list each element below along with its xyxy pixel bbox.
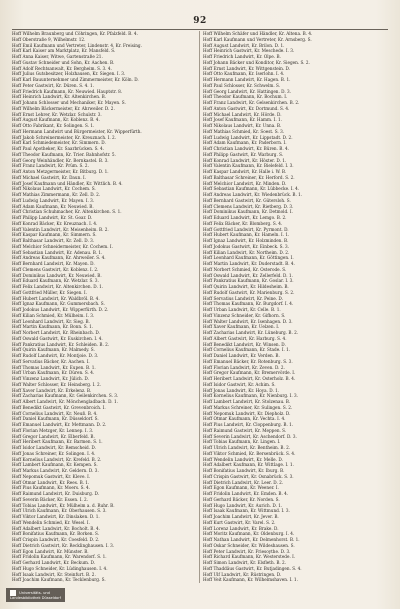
directory-entry: Hoff Otmar Landwirt, Kr. Rees. B. 1. bbox=[12, 479, 90, 485]
directory-entry: Hoff Pankratius Kaufmann, Kr. Goslar. I. 3. bbox=[203, 278, 294, 284]
directory-entry: Hoff Pankratius Landwirt, Kr. Schleiden. B. 2. bbox=[12, 341, 110, 347]
directory-entry: Hoff Theodor Kaufmann, Kr. Trier. Bahnhofstr. 5. bbox=[12, 151, 116, 157]
directory-entry: Hoff Adalbert Kaufmann, Kr. Wittlage. I. 1. bbox=[203, 462, 294, 468]
directory-entry: Hoff Zacharias Kaufmann, Kr. Geilenkirchen. S. 3. bbox=[12, 393, 119, 399]
directory-entry: Hoff Ulrich Landwirt, Kr. Bentheim. B. 2. bbox=[203, 445, 291, 450]
header-rule bbox=[12, 29, 388, 30]
directory-entry: Hoff Konrad Bäcker, Kr. Kreuznach. I. 4. bbox=[12, 220, 98, 226]
directory-entry: Hoff Dominikus Landwirt, Kr. Neuwied. B. bbox=[12, 272, 102, 278]
directory-entry: Hoff Pius Landwirt, Kr. Cloppenburg. B. 1. bbox=[203, 422, 294, 427]
directory-entry: Hoff Oskar Schneider, Kr. Wildeshausen. S. bbox=[203, 542, 295, 548]
directory-entry: Hoff Philipp Landwirt, Kr. St. Goar. D. bbox=[12, 215, 93, 220]
directory-entry: Hoff Leonhard Landwirt, Kr. Sieg. B. bbox=[12, 318, 90, 324]
directory-entry: Hoff Raimund Landwirt, Kr. Duisburg. D. bbox=[12, 491, 100, 496]
directory-entry: Hoff Kaspar Landwirt, Kr. Halle i. W. B. bbox=[203, 169, 287, 174]
directory-entry: Hoff Simon Landwirt, Kr. Elsfleth. B. 2. bbox=[203, 560, 287, 565]
directory-entry: Hoff Tobias Kaufmann, Kr. Lingen. I. bbox=[203, 439, 281, 445]
directory-entry: Hoff Servatius Landwirt, Kr. Peine. D. bbox=[203, 295, 283, 301]
directory-entry: Hoff Valentin Kaufmann, Kr. Bielefeld. I. 3. bbox=[203, 163, 294, 169]
stamp-line-2: Landesbibliothek Düsseldorf bbox=[10, 596, 61, 600]
directory-entry: Hoff Mathias Zimmermann, Kr. Zell. D. 2. bbox=[12, 192, 101, 197]
directory-entry: Hoff Christian Landwirt, Kr. Büren. B. 4. bbox=[203, 146, 290, 151]
directory-entry: Hoff Viktor Schmied, Kr. Bersenbrück. S. 4. bbox=[203, 450, 296, 456]
directory-entry: Hoff Hermann Landwirt, Kr. Hagen. B. 1. bbox=[203, 77, 291, 82]
directory-entry: Hoff Karl Kaufmann und Vertreter, Kr. Arnsberg. S. bbox=[203, 36, 312, 42]
directory-entry: Hoff Georg Landwirt, Kr. Hattingen. D. 3. bbox=[203, 88, 292, 94]
directory-entry: Hoff Norbert Schmied, Kr. Osterode. S. bbox=[203, 266, 287, 272]
directory-entry: Hoff Nikolaus Landwirt, Kr. Cochem. S. bbox=[12, 186, 96, 192]
directory-entry: Hoff Adam Kaufmann, Kr. Paderborn. I. bbox=[203, 140, 287, 146]
directory-entry: Hoff Quirin Landwirt, Kr. Hildesheim. B. bbox=[203, 284, 289, 289]
directory-entry: Hoff Karl Schmiedemeister, Kr. Simmern. D. bbox=[12, 140, 106, 146]
directory-entry: Hoff Urban Landwirt, Kr. Celle. B. 1. bbox=[203, 307, 281, 312]
directory-entry: Hoff Adolf Rechtsanwalt, Kr. Bergheim. S. 3. 4. bbox=[12, 65, 112, 71]
directory-entry: Hoff Oswald Landwirt, Kr. Zellerfeld. D. 1. bbox=[203, 272, 293, 278]
directory-entry: Hoff Mathias Schmied, Kr. Soest. S. 3. bbox=[203, 128, 285, 134]
directory-entry: Hoff Kilian Landwirt, Kr. Northeim. D. 2. bbox=[203, 249, 290, 255]
directory-entry: Hoff Ludwig Landwirt, Kr. Lippstadt. D. 2. bbox=[203, 134, 293, 140]
directory-entry: Hoff Walter Landwirt, Kr. Isenhagen. D. 3. bbox=[203, 318, 293, 324]
directory-entry: Hoff Zacharias Landwirt, Kr. Lüneburg. B. 2. bbox=[203, 330, 299, 335]
library-stamp bbox=[6, 588, 65, 602]
directory-entry: Hoff Thomas Landwirt, Kr. Eupen. B. 1. bbox=[12, 364, 96, 370]
directory-entry: Hoff Wilhelm Bäckermeister, Kr. Ahrweiler. D. 2. bbox=[12, 105, 115, 111]
directory-entry: Hoff Urban Kaufmann, Kr. Düren. S. 4. bbox=[12, 370, 95, 376]
directory-entry: Hoff Bonifatius Kaufmann, Kr. Borken. S. bbox=[12, 531, 100, 537]
directory-entry: Hoff Philipp Gastwirt, Kr. Warburg. S. bbox=[203, 151, 284, 157]
directory-entry: Hoff Florian Landwirt, Kr. Zeven. D. 2. bbox=[203, 364, 285, 370]
directory-entry: Hoff Melchior Schneidermeister, Kr. Cochem. I. bbox=[12, 243, 113, 249]
directory-entry: Hoff Anton Gastwirt, Kr. Dortmund. S. 4. bbox=[203, 105, 290, 111]
directory-entry: Hoff Emanuel Bäcker, Kr. Rotenburg. S. 3. bbox=[203, 358, 293, 364]
directory-entry: Hoff Albert Gastwirt, Kr. Harburg. S. 4. bbox=[203, 335, 287, 341]
directory-entry: Hoff Severin Bäcker, Kr. Essen. I. 2. bbox=[12, 496, 89, 502]
directory-entry: Hoff Emil Kaufmann und Vertreter, Lindenstr. 4, Kr. Freising. bbox=[12, 42, 142, 48]
directory-entry: Hoff Lorenz Landwirt, Kr. Brake. D. bbox=[203, 525, 279, 531]
directory-entry: Hoff Kaspar Kaufmann, Kr. Simmern. S. bbox=[12, 232, 97, 238]
directory-entry: Hoff Tobias Landwirt, Kr. Mülheim a. d. Ruhr. B. bbox=[12, 502, 115, 508]
directory-entry: Hoff Johann Bäcker und Konditor, Kr. Siegen. S. 2. bbox=[203, 59, 310, 65]
directory-entry: Hoff Thaddäus Gastwirt, Kr. Butjadingen. S. 4. bbox=[203, 565, 302, 571]
directory-entry: Hoff Josef Kaufmann, Kr. Hamm. I. 1. bbox=[203, 117, 282, 123]
directory-entry: Hoff Martin Kaufmann, Kr. Bonn. S. 1. bbox=[12, 324, 94, 330]
directory-entry: Hoff Rudolf Landwirt, Kr. Montjoie. D. 3. bbox=[12, 353, 99, 358]
stamp-line-1: Universitäts- und bbox=[19, 591, 50, 595]
directory-entry: Hoff Heinrich Landwirt, Kr. Altenkirchen. B. bbox=[12, 94, 107, 100]
directory-entry: Hoff Johann Schlosser und Mechaniker, Kr. Mayen. S. bbox=[12, 100, 126, 105]
directory-entry: Hoff Richard Kaufmann, Kr. Westerstede. I. bbox=[203, 554, 296, 560]
directory-entry: Hoff Gottfried Müller, Kr. Siegen. I. bbox=[12, 289, 87, 295]
directory-entry: Hoff Hermann Landwirt und Bürgermeister, Kr. Wipperfürth. bbox=[12, 128, 142, 134]
directory-entry: Hoff Albert Landwirt, Kr. Mönchengladbach. D. 1. bbox=[12, 399, 118, 404]
directory-entry: Hoff Crispin Gastwirt, Kr. Osnabrück. S. 3. bbox=[203, 473, 294, 479]
directory-entry: Hoff Veit Kaufmann, Kr. Wilhelmshaven. I. 1. bbox=[203, 577, 298, 583]
directory-entry: Hoff Benedikt Gastwirt, Kr. Grevenbroich. I. bbox=[12, 404, 106, 410]
directory-entry: Hoff Felix Bäcker, Kr. Blomberg. S. 4. bbox=[203, 220, 283, 226]
directory-entry: Hoff Clemens Landwirt, Kr. Rietberg. D. 3. bbox=[203, 203, 294, 209]
directory-entry: Hoff Quirin Kaufmann, Kr. Malmedy. S. bbox=[12, 347, 95, 353]
directory-entry: Hoff Isidor Landwirt, Kr. Remscheid. D. bbox=[12, 445, 96, 450]
directory-entry: Hoff Cornelius Landwirt, Kr. Neuß. B. 4. bbox=[12, 410, 98, 416]
directory-entry: Hoff Eduard Landwirt, Kr. Lemgo. B. 2. bbox=[203, 215, 287, 220]
directory-entry: Hoff Rudolf Gastwirt, Kr. Marienburg. S. 2. bbox=[203, 289, 295, 295]
directory-entry: Hoff Heinrich Gastwirt, Kr. Meschede. I. 3. bbox=[203, 48, 295, 54]
directory-entry: Hoff Ernst Landwirt, Kr. Wittgenstein. D. bbox=[203, 65, 290, 71]
directory-entry: Hoff Heribert Kaufmann, Kr. Barmen. S. 1. bbox=[12, 439, 103, 445]
directory-entry: Hoff Theodor Kaufmann, Kr. Bochum. I. bbox=[203, 94, 288, 100]
directory-entry: Hoff Andreas Landwirt, Kr. Wiedenbrück. B. 1. bbox=[203, 192, 303, 197]
directory-entry: Hoff Adalbert Landwirt, Kr. Bocholt. B. 4. bbox=[12, 525, 101, 531]
directory-entry: Hoff Ignaz Kaufmann, Kr. Gummersbach. S. bbox=[12, 301, 105, 307]
directory-entry: Hoff Markus Landwirt, Kr. Geldern. D. 3. bbox=[12, 468, 99, 473]
directory-entry: Hoff Karl Bauunternehmer und Zimmermeister, Kr. Köln. D. bbox=[12, 77, 139, 82]
directory-entry: Hoff Nepomuk Gastwirt, Kr. Kleve. I. bbox=[12, 473, 91, 479]
directory-entry: Hoff Kornelius Kaufmann, Kr. Nienburg. I. 3. bbox=[203, 393, 298, 399]
directory-entry: Hoff Florian Metzger, Kr. Lennep. I. 3. bbox=[12, 427, 94, 433]
directory-entry: Hoff Bonifatius Landwirt, Kr. Iburg. B. bbox=[203, 468, 285, 473]
directory-entry: Hoff Wendelin Landwirt, Kr. Melle. D. bbox=[203, 456, 283, 462]
directory-entry: Hoff Michael Gastwirt, Kr. Daun. I. bbox=[12, 174, 86, 180]
directory-entry: Hoff Heribert Landwirt, Kr. Osterholz. B. 4. bbox=[203, 376, 296, 381]
directory-entry: Hoff Peter Gastwirt, Kr. Düren. S. 4. 1. bbox=[12, 82, 94, 88]
directory-entry: Hoff Otmar Kaufmann, Kr. Vechta. I. 4. bbox=[203, 416, 286, 422]
directory-entry: Hoff Vinzenz Landwirt, Kr. Jülich. D. bbox=[12, 376, 89, 381]
directory-entry: Hoff Georg Weinhändler, Kr. Bernkastel. B. 3. bbox=[12, 157, 109, 163]
directory-entry: Hoff Egon Kaufmann, Kr. Weener. I. bbox=[203, 485, 279, 491]
directory-entry: Hoff Michael Landwirt, Kr. Hörde. D. bbox=[203, 111, 282, 117]
directory-entry: Hoff Ernst Lehrer, Kr. Wetzlar. Schulstr. 3. bbox=[12, 111, 102, 117]
directory-entry: Hoff Cornelius Kaufmann, Kr. Stade. I. 1. bbox=[203, 347, 291, 353]
directory-entry: Hoff Fridolin Landwirt, Kr. Emden. B. 4. bbox=[203, 491, 289, 496]
directory-entry: Hoff Peter Landwirt, Kr. Friesoythe. D. 3. bbox=[203, 548, 291, 554]
directory-entry: Hoff Andreas Kaufmann, Kr. Ahrweiler. S. 4. bbox=[12, 255, 106, 261]
directory-entry: Hoff Christian Schuhmacher, Kr. Altenkirchen. S. 1. bbox=[12, 209, 122, 215]
directory-entry: Hoff Kurt Gastwirt, Kr. Varel. S. 2. bbox=[203, 519, 276, 525]
directory-entry: Hoff Gottfried Landwirt, Kr. Pyrmont. D. bbox=[203, 226, 289, 232]
directory-entry: Hoff Eduard Kaufmann, Kr. Wetzlar. S. 3. bbox=[12, 278, 99, 284]
directory-entry: Hoff Jodokus Gastwirt, Kr. Einbeck. S. 3. bbox=[203, 243, 290, 249]
directory-entry: Hoff Karl Kaiser am Marktplatz, Kr. Mansfeld. S. bbox=[12, 48, 116, 54]
directory-entry: Hoff Ulrich Kaufmann, Kr. Oberhausen. S. 3. bbox=[12, 508, 107, 514]
directory-entry: Hoff Raimund Gastwirt, Kr. Meppen. S. bbox=[203, 427, 287, 433]
directory-entry: Hoff Jodokus Landwirt, Kr. Wipperfürth. D. 2. bbox=[12, 307, 109, 312]
directory-entry: Hoff Sebastian Kaufmann, Kr. Lübbecke. I. 4. bbox=[203, 186, 300, 192]
directory-entry: Hoff Anna Kaiser, Witwe, Gartenstraße 21. bbox=[12, 54, 103, 59]
directory-entry: Hoff Nikolaus Landwirt, Kr. Unna. B. bbox=[203, 123, 282, 128]
directory-entry: Hoff Daniel Landwirt, Kr. Verden. B. bbox=[203, 353, 280, 358]
directory-entry: Hoff Servatius Bäcker, Kr. Aachen. I. bbox=[12, 358, 90, 364]
directory-entry: Hoff August Kaufmann, Kr. Koblenz. B. 4. bbox=[12, 117, 100, 123]
directory-entry: Hoff Isidor Gastwirt, Kr. Achim. S. bbox=[203, 381, 276, 387]
directory-entry: Hoff August Landwirt, Kr. Brilon. D. 1. bbox=[203, 42, 285, 48]
directory-entry: Hoff Felix Landwirt, Kr. Altenkirchen. D. 1. bbox=[12, 284, 104, 289]
directory-entry: Hoff Bernhard Gastwirt, Kr. Gütersloh. S. bbox=[203, 197, 291, 203]
directory-entry: Hoff Crispin Landwirt, Kr. Coesfeld. D. 2. bbox=[12, 537, 100, 542]
directory-entry: Hoff Wilhelm Schäfer und Händler, Kr. Altena. B. 4. bbox=[203, 31, 313, 36]
directory-entry: Hoff Paul Schlosser, Kr. Schwelm. S. bbox=[203, 82, 281, 88]
directory-entry: Hoff Gregor Kaufmann, Kr. Bremervörde. I. bbox=[203, 370, 296, 376]
directory-entry: Hoff Valentin Landwirt, Kr. Meisenheim. B. 2. bbox=[12, 226, 109, 232]
directory-entry: Hoff Martin Landwirt, Kr. Duderstadt. B. 4. bbox=[203, 261, 295, 266]
right-column bbox=[203, 31, 389, 589]
directory-entry: Hoff Ignaz Landwirt, Kr. Holzminden. B. bbox=[203, 238, 289, 243]
directory-entry: Hoff Benedikt Landwirt, Kr. Winsen. D. bbox=[203, 341, 286, 347]
directory-entry: Hoff Nathan Landwirt, Kr. Delmenhorst. B. 1. bbox=[203, 537, 300, 542]
directory-entry: Hoff Gregor Landwirt, Kr. Elberfeld. B. bbox=[12, 433, 95, 439]
directory-entry: Hoff Egon Landwirt, Kr. Münster. B. bbox=[12, 548, 89, 554]
directory-entry: Hoff Viktor Landwirt, Kr. Dinslaken. D. 1. bbox=[12, 514, 100, 519]
directory-entry: Hoff Sebastian Landwirt, Kr. Adenau. B. 1. bbox=[12, 249, 103, 255]
directory-entry: Hoff Oswald Gastwirt, Kr. Euskirchen. I. 4. bbox=[12, 335, 103, 341]
directory-entry: Hoff Otto Fabrikant, Kr. Solingen. S. 1. bbox=[12, 123, 95, 128]
directory-entry: Hoff Gerhard Bäcker, Kr. Norden. S. bbox=[203, 496, 280, 502]
directory-entry: Hoff Friedrich Landwirt, Kr. Olpe. B. bbox=[203, 54, 281, 59]
directory-entry: Hoff Lambert Kaufmann, Kr. Kempen. S. bbox=[12, 462, 98, 468]
left-column bbox=[12, 31, 198, 589]
directory-entry: Hoff Gustav Schneider und Sohn, Kr. Aachen. B. bbox=[12, 59, 115, 65]
directory-entry: Hoff Franz Landwirt, Kr. Gelsenkirchen. B. 2. bbox=[203, 100, 300, 105]
directory-entry: Hoff Clemens Gastwirt, Kr. Koblenz. I. 2. bbox=[12, 266, 99, 272]
directory-entry: Hoff Pius Kaufmann, Kr. Moers. S. 4. bbox=[12, 485, 91, 491]
directory-entry: Hoff Balthasar Landwirt, Kr. Zell. D. 3. bbox=[12, 238, 95, 243]
directory-entry: Hoff Nepomuk Landwirt, Kr. Diepholz. D. bbox=[203, 410, 291, 416]
directory-entry: Hoff Daniel Kaufmann, Kr. Düsseldorf. S. bbox=[12, 416, 99, 422]
directory-entry: Hoff Paul Apotheker, Kr. Saarbrücken. S. 4. bbox=[12, 146, 104, 151]
directory-entry: Hoff Markus Schreiner, Kr. Sulingen. S. 2. bbox=[203, 404, 293, 410]
directory-entry: Hoff Hugo Schneider, Kr. Lüdinghausen. I. 4. bbox=[12, 565, 108, 571]
directory-entry: Hoff Otto Kaufmann, Kr. Iserlohn. I. 4. bbox=[203, 71, 285, 77]
directory-entry: Hoff Xaver Landwirt, Kr. Erkelenz. B. bbox=[12, 387, 92, 393]
directory-entry: Hoff Emanuel Landwirt, Kr. Mettmann. D. 2. bbox=[12, 422, 107, 427]
directory-entry: Hoff Balthasar Schreiner, Kr. Herford. S. 2. bbox=[203, 174, 295, 180]
directory-entry: Hoff Joachim Landwirt, Kr. Jever. B. bbox=[203, 514, 279, 519]
directory-entry: Hoff Norbert Landwirt, Kr. Rheinbach. D. bbox=[12, 330, 100, 335]
directory-entry: Hoff Vinzenz Schneider, Kr. Gifhorn. S. bbox=[203, 312, 286, 318]
directory-entry: Hoff Hugo Landwirt, Kr. Aurich. D. 1. bbox=[203, 502, 283, 508]
directory-entry: Hoff Hubert Kaufmann, Kr. Hameln. I. 1. bbox=[203, 232, 290, 238]
directory-entry: Hoff Kilian Schmied, Kr. Mülheim. I. 3. bbox=[12, 312, 95, 318]
directory-entry: Hoff Walter Schlosser, Kr. Heinsberg. I. 2. bbox=[12, 381, 101, 387]
directory-entry: Hoff Ludwig Landwirt, Kr. Mayen. I. 3. bbox=[12, 197, 95, 203]
directory-entry: Hoff Wilhelm Braunberg und Cöhringen, Kr. Pfalzfeld. B. 4. bbox=[12, 31, 138, 36]
directory-entry: Hoff Adam Kaufmann, Kr. Neuwied. B. bbox=[12, 203, 94, 209]
directory-entry: Hoff Lambert Landwirt, Kr. Stolzenau. B. bbox=[203, 399, 291, 404]
directory-entry: Hoff Oberstraße 9, Wilhelmstr. 12. bbox=[12, 36, 86, 42]
directory-entry: Hoff Jonas Schreiner, Kr. Solingen. I. 4. bbox=[12, 450, 96, 456]
directory-entry: Hoff Anton Metzgermeister, Kr. Bitburg. D. 1. bbox=[12, 169, 109, 174]
directory-entry: Hoff Kornelius Landwirt, Kr. Krefeld. B. 2. bbox=[12, 456, 102, 462]
directory-entry: Hoff Ulf Landwirt, Kr. Rüstringen. D. bbox=[203, 571, 282, 577]
directory-entry: Hoff Xaver Kaufmann, Kr. Uelzen. I. bbox=[203, 324, 280, 330]
directory-entry: Hoff Severin Landwirt, Kr. Aschendorf. D. 3. bbox=[203, 433, 297, 439]
directory-entry: Hoff Julius Gutsbesitzer, Holzhausen, Kr. Siegen. I. 3. bbox=[12, 71, 126, 77]
directory-entry: Hoff Dietrich Landwirt, Kr. Leer. D. 2. bbox=[203, 479, 284, 485]
directory-entry: Hoff Joachim Kaufmann, Kr. Tecklenburg. S. bbox=[12, 577, 106, 583]
directory-entry: Hoff Isaak Landwirt, Kr. Steinfurt. B. 2. bbox=[12, 571, 96, 577]
column-divider bbox=[199, 31, 200, 583]
page-number: 92 bbox=[193, 16, 207, 26]
directory-entry: Hoff Dietrich Gastwirt, Kr. Recklinghausen. I. 3. bbox=[12, 542, 115, 548]
directory-entry: Hoff Isaak Kaufmann, Kr. Wittmund. I. 3. bbox=[203, 508, 290, 514]
directory-entry: Hoff Hubert Landwirt, Kr. Waldbröl. B. 4. bbox=[12, 295, 100, 301]
directory-entry: Hoff Melchior Landwirt, Kr. Minden. D. bbox=[203, 180, 287, 186]
directory-entry: Hoff Josef Kaufmann und Händler, Kr. Wittlich. B. 4. bbox=[12, 180, 123, 186]
directory-entry: Hoff Gerhard Landwirt, Kr. Beckum. D. bbox=[12, 560, 96, 565]
directory-entry: Hoff Fridolin Kaufmann, Kr. Warendorf. S. 1. bbox=[12, 554, 107, 560]
directory-entry: Hoff Bernhard Landwirt, Kr. Mayen. D. bbox=[12, 261, 95, 266]
directory-entry: Hoff Franz Landwirt, Kr. Prüm. S. 2. bbox=[12, 163, 89, 169]
directory-entry: Hoff Thomas Kaufmann, Kr. Burgdorf. I. 4. bbox=[203, 301, 294, 307]
directory-entry: Hoff Konrad Landwirt, Kr. Höxter. D. 1. bbox=[203, 157, 287, 163]
directory-entry: Hoff Wendelin Schmied, Kr. Wesel. I. bbox=[12, 519, 90, 525]
directory-entry: Hoff Friedrich Kaufmann, Kr. Neuwied. Hauptstr. 8. bbox=[12, 88, 123, 94]
directory-entry: Hoff Moritz Kaufmann, Kr. Oldenburg. I. 4. bbox=[203, 531, 295, 537]
directory-entry: Hoff Dominikus Kaufmann, Kr. Detmold. I. bbox=[203, 209, 293, 215]
directory-entry: Hoff Jonas Landwirt, Kr. Hoya. D. 1. bbox=[203, 387, 280, 393]
directory-entry: Hoff Jakob Schreinermeister, Kr. Kreuznach. I. 2. bbox=[12, 134, 116, 140]
directory-entry: Hoff Leonhard Kaufmann, Kr. Göttingen. I. bbox=[203, 255, 294, 261]
